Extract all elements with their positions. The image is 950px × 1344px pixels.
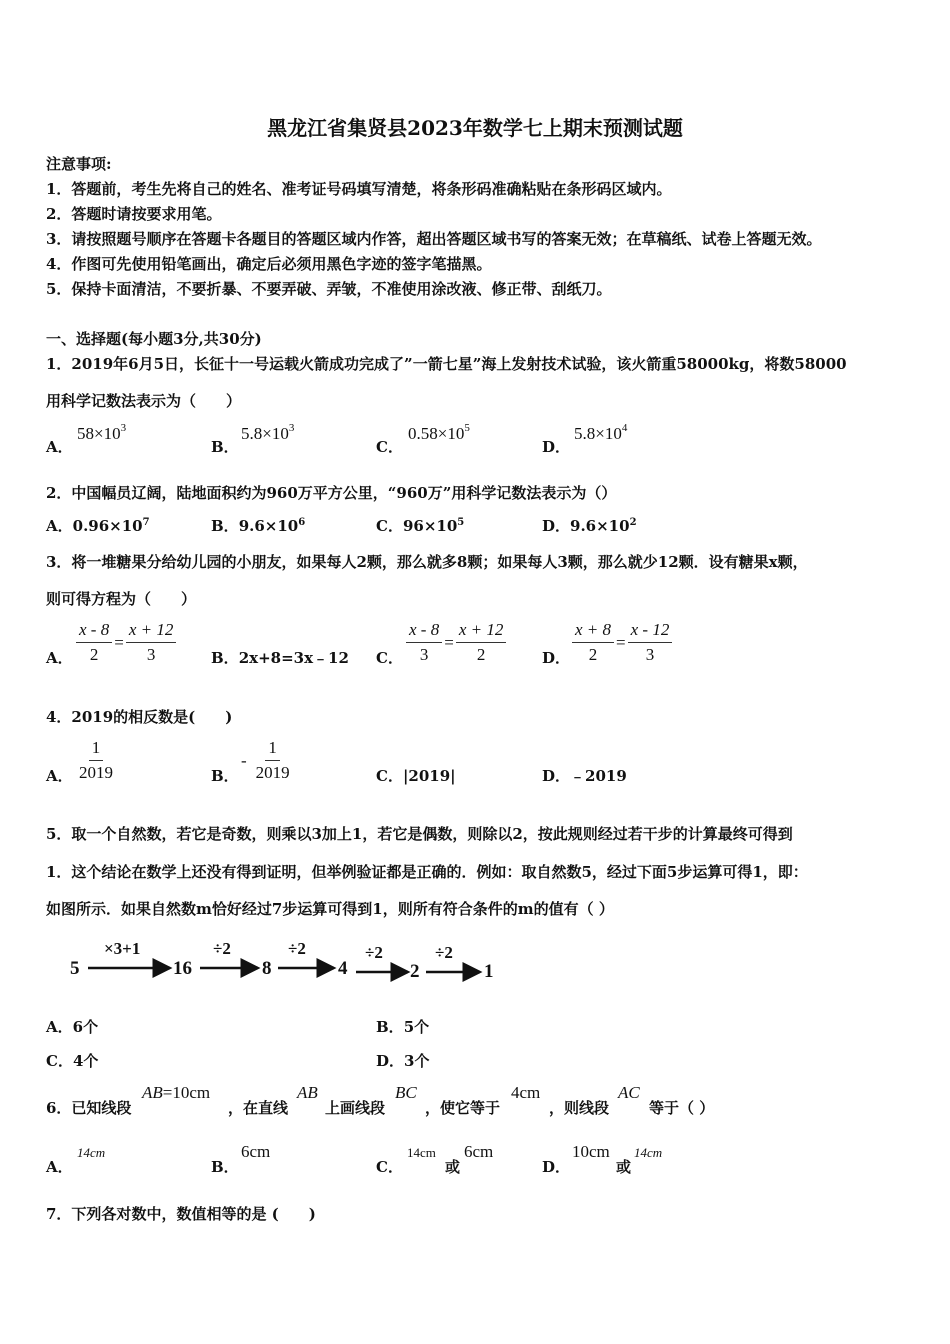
- question-1-text: 1．2019年6月5日，长征十一号运载火箭成功完成了”一箭七星”海上发射技术试验，该火箭重58000kg，将数58000: [46, 355, 847, 373]
- option-label: B．: [211, 767, 239, 785]
- q5-option-d: D．3个: [376, 1052, 430, 1070]
- q2-option-b: B．$9.6\times 10^6$: [211, 517, 306, 535]
- or-word: 或: [616, 1158, 632, 1176]
- option-label: C．: [376, 1158, 403, 1176]
- q6-line-ab: AB: [297, 1083, 318, 1102]
- fraction: $\frac{x + 12}{2}$: [456, 620, 507, 665]
- q1-option-b: $5.8\times 10^3$: [241, 422, 295, 443]
- option-label: A．: [46, 649, 73, 667]
- q3-option-d: $\frac{x + 8}{2}$ = $\frac{x - 12}{3}$: [572, 620, 672, 665]
- question-6-text: 等于（ ）: [649, 1099, 715, 1117]
- question-6-text: ，则线段: [549, 1099, 610, 1117]
- chain-number: 5: [70, 958, 80, 979]
- q6-option-c-first: 14cm: [407, 1145, 436, 1160]
- question-6-text: 上画线段: [325, 1099, 386, 1117]
- question-6-text: ，使它等于: [425, 1099, 501, 1117]
- fraction: $\frac{x + 8}{2}$: [572, 620, 614, 665]
- option-label: A．: [46, 1158, 73, 1176]
- notice-item: 5．保持卡面清洁，不要折暴、不要弄破、弄皱，不准使用涂改液、修正带、刮纸刀。: [46, 280, 612, 298]
- q4-option-c: C．|2019|: [376, 767, 456, 785]
- chain-number: 16: [173, 958, 192, 979]
- chain-op: ÷2: [213, 939, 231, 958]
- fraction: $\frac{x - 8}{2}$: [76, 620, 112, 665]
- chain-number: 4: [338, 958, 348, 979]
- fraction: $\frac{x - 12}{3}$: [628, 620, 673, 665]
- q4-option-a: [76, 738, 116, 783]
- question-3-text: 则可得方程为（ ）: [46, 590, 197, 608]
- calculation-chain-diagram: [60, 935, 520, 985]
- q3-option-a: $\frac{x - 8}{2}$ = $\frac{x + 12}{3}$: [76, 620, 176, 665]
- notice-item: 3．请按照题号顺序在答题卡各题目的答题区域内作答，超出答题区域书写的答案无效；在草稿纸、试卷上答题无效。: [46, 230, 822, 248]
- fraction: $\frac{1}{2019}$: [79, 738, 113, 782]
- question-4-text: 4．2019的相反数是( ): [46, 708, 233, 726]
- option-label: C．: [376, 438, 403, 456]
- notice-heading: 注意事项:: [46, 155, 112, 173]
- notice-item: 1．答题前，考生先将自己的姓名、准考证号码填写清楚，将条形码准确粘贴在条形码区域内。: [46, 180, 672, 198]
- q1-option-d: $5.8\times 10^4$: [574, 422, 628, 443]
- question-3-text: 3．将一堆糖果分给幼儿园的小朋友，如果每人2颗，那么就多8颗；如果每人3颗，那么就少12颗．设有糖果x颗，: [46, 553, 808, 571]
- q6-option-d-first: 10cm: [572, 1142, 610, 1161]
- q6-segment-ac: AC: [618, 1083, 640, 1102]
- question-6-text: ，在直线: [228, 1099, 289, 1117]
- question-5-text: 5．取一个自然数，若它是奇数，则乘以3加上1，若它是偶数，则除以2，按此规则经过若干步的计算最终可得到: [46, 825, 793, 843]
- q3-option-b: B．2x+8=3x﹣12: [211, 649, 349, 667]
- section-heading: 一、选择题(每小题3分,共30分): [46, 330, 262, 348]
- chain-op: ÷2: [288, 939, 306, 958]
- question-6-text: 6．已知线段: [46, 1099, 132, 1117]
- chain-number: 8: [262, 958, 272, 979]
- q4-option-b: - $\frac{1}{2019}$: [241, 738, 293, 783]
- chain-op: ×3+1: [104, 939, 141, 958]
- option-label: B．: [211, 1158, 239, 1176]
- chain-op: ÷2: [365, 943, 383, 962]
- notice-item: 4．作图可先使用铅笔画出，确定后必须用黑色字迹的签字笔描黑。: [46, 255, 492, 273]
- option-label: B．: [211, 438, 239, 456]
- chain-number: 1: [484, 961, 494, 982]
- q6-option-a: 14cm: [77, 1145, 106, 1160]
- q3-option-c: $\frac{x - 8}{3}$ = $\frac{x + 12}{2}$: [406, 620, 506, 665]
- question-7-text: 7．下列各对数中，数值相等的是 ( ): [46, 1205, 316, 1223]
- q2-option-c: C．$96\times 10^5$: [376, 517, 465, 535]
- option-label: D．: [542, 1158, 571, 1176]
- q5-option-c: C．4个: [46, 1052, 99, 1070]
- q5-option-b: B．5个: [376, 1018, 430, 1036]
- notice-item: 2．答题时请按要求用笔。: [46, 205, 222, 223]
- fraction: $\frac{x - 8}{3}$: [406, 620, 442, 665]
- q1-option-c: $0.58\times 10^5$: [408, 422, 470, 443]
- q1-option-a: $58\times 10^3$: [77, 422, 127, 443]
- q4-option-d: D．﹣2019: [542, 767, 627, 785]
- question-2-text: 2．中国幅员辽阔，陆地面积约为960万平方公里，“960万”用科学记数法表示为（）: [46, 484, 617, 502]
- q5-option-a: A．6个: [46, 1018, 99, 1036]
- question-5-text: 如图所示．如果自然数m恰好经过7步运算可得到1，则所有符合条件的m的值有（ ）: [46, 900, 614, 918]
- q6-option-d-second: 14cm: [634, 1145, 663, 1160]
- option-label: A．: [46, 438, 73, 456]
- q6-segment-bc: BC: [395, 1083, 417, 1102]
- q2-option-d: D．$9.6\times 10^2$: [542, 517, 637, 535]
- chain-op: ÷2: [435, 943, 453, 962]
- q6-length: 4cm: [511, 1083, 541, 1102]
- fraction: $\frac{1}{2019}$: [255, 738, 290, 782]
- or-word: 或: [445, 1158, 461, 1176]
- fraction: $\frac{x + 12}{3}$: [126, 620, 177, 665]
- option-label: D．: [542, 438, 571, 456]
- chain-number: 2: [410, 961, 420, 982]
- q6-option-c-second: 6cm: [464, 1142, 494, 1161]
- option-label: C．: [376, 649, 403, 667]
- page-title: 黑龙江省集贤县2023年数学七上期末预测试题: [267, 116, 683, 140]
- q6-option-b: 6cm: [241, 1142, 271, 1161]
- question-1-text: 用科学记数法表示为（ ）: [46, 392, 242, 410]
- q6-segment-ab: AB=10cm: [142, 1083, 211, 1102]
- option-label: A．: [46, 767, 73, 785]
- q2-option-a: A．$0.96\times 10^7$: [46, 517, 150, 535]
- question-5-text: 1．这个结论在数学上还没有得到证明，但举例验证都是正确的．例如：取自然数5，经过下面5步运算可得1，即：: [46, 863, 808, 881]
- option-label: D．: [542, 649, 571, 667]
